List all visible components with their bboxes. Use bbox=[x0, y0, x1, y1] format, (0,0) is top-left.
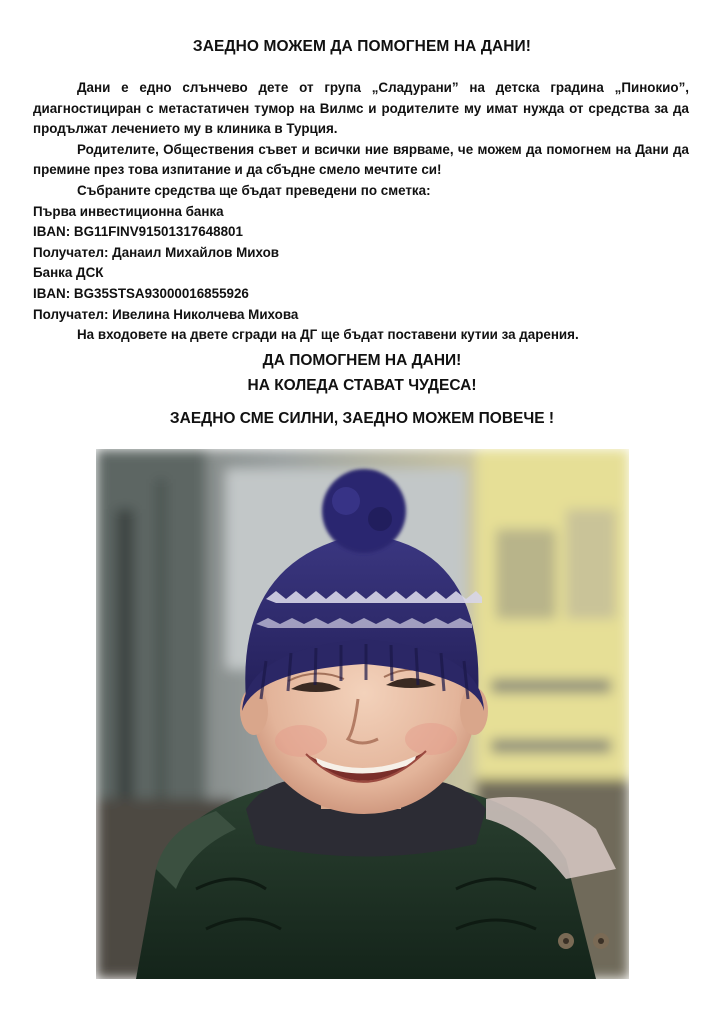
flyer-title: ЗАЕДНО МОЖЕМ ДА ПОМОГНЕМ НА ДАНИ! bbox=[192, 38, 532, 55]
slogan-help-dani: ДА ПОМОГНЕМ НА ДАНИ! bbox=[262, 352, 462, 369]
recipient-name: Получател: Данаил Михайлов Михов bbox=[33, 244, 280, 260]
slogan-christmas: НА КОЛЕДА СТАВАТ ЧУДЕСА! bbox=[247, 377, 477, 394]
iban-value: IBAN: BG35STSA93000016855926 bbox=[33, 285, 249, 301]
recipient-name: Получател: Ивелина Николчева Михова bbox=[33, 306, 299, 322]
transfer-intro: Събраните средства ще бъдат преведени по сметка: bbox=[77, 182, 431, 198]
slogan-together: ЗАЕДНО СМЕ СИЛНИ, ЗАЕДНО МОЖЕМ ПОВЕЧЕ ! bbox=[169, 410, 555, 427]
intro-paragraph: Дани е едно слънчево дете от група „Сладурани” на детска градина „Пинокио”, диагностициран с метастатичен тумор на Вилмс и родителите му имат нужда от средства за да продължат лечението му в клиника в Турция. bbox=[33, 80, 689, 137]
iban-value: IBAN: BG11FINV91501317648801 bbox=[33, 224, 243, 240]
bank-name: Банка ДСК bbox=[33, 265, 104, 281]
bank-name: Първа инвестиционна банка bbox=[33, 203, 224, 219]
donation-boxes-note: На входовете на двете сгради на ДГ ще бъдат поставени кутии за дарения. bbox=[77, 327, 579, 343]
child-photo bbox=[96, 449, 629, 979]
flyer-body bbox=[33, 78, 689, 346]
support-paragraph: Родителите, Обществения съвет и всички ние вярваме, че можем да помогнем на Дани да премине през това изпитание и да сбъдне смело мечтите си! bbox=[33, 141, 689, 178]
